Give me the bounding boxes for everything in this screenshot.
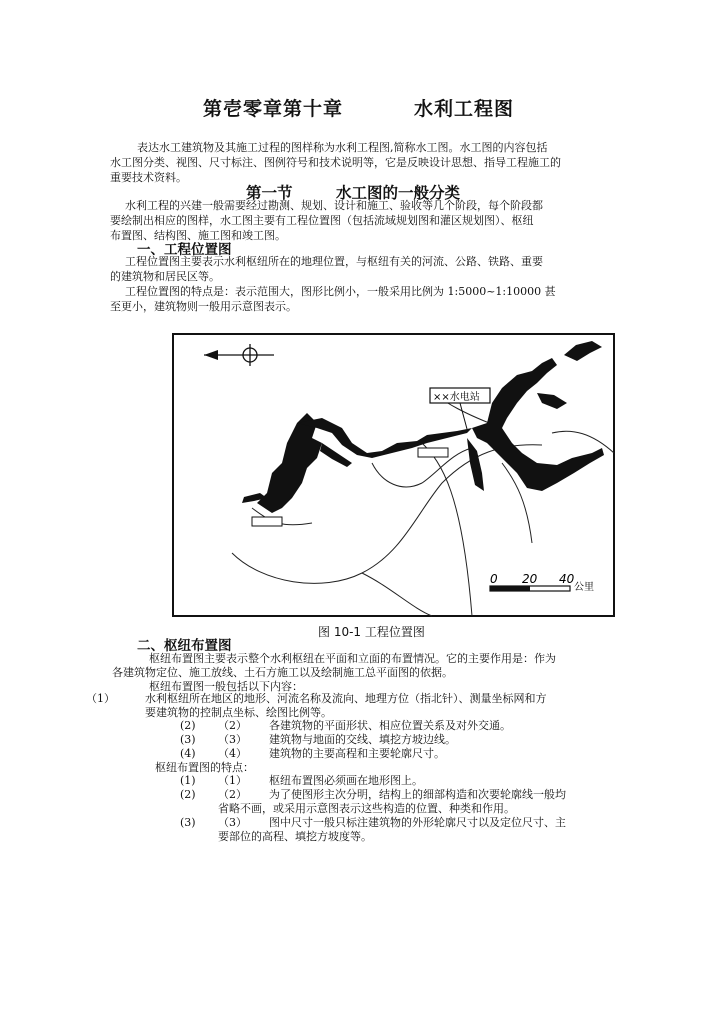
list2-item-3: 图中尺寸一般只标注建筑物的外形轮廓尺寸以及定位尺寸、主 bbox=[269, 816, 566, 829]
chapter-title: 第壱零章第十章 bbox=[203, 98, 344, 120]
list1-num-2b: （2） bbox=[218, 719, 247, 732]
section1-line-1: 水利工程的兴建一般需要经过勘测、规划、设计和施工、验收等几个阶段，每个阶段都 bbox=[125, 199, 543, 212]
list1-num-4b: （4） bbox=[218, 747, 247, 760]
sub1-line-4: 至更小，建筑物则一般用示意图表示。 bbox=[110, 300, 297, 313]
list1-item-4: 建筑物的主要高程和主要轮廓尺寸。 bbox=[269, 747, 445, 760]
list2-item-2: 为了使图形主次分明，结构上的细部构造和次要轮廓线一般均 bbox=[269, 788, 566, 801]
intro-line-2: 水工图分类、视图、尺寸标注、图例符号和技术说明等，它是反映设计思想、指导工程施工的 bbox=[110, 156, 561, 169]
features-title: 枢纽布置图的特点： bbox=[155, 761, 254, 774]
scale-tick-20: 20 bbox=[522, 572, 538, 586]
scale-tick-0: 0 bbox=[490, 572, 498, 586]
sub2-line-2: 各建筑物定位、施工放线、土石方施工以及绘制施工总平面图的依据。 bbox=[112, 666, 453, 679]
list2-num-2b: （2） bbox=[218, 788, 247, 801]
list1-item-3: 建筑物与地面的交线、填挖方坡边线。 bbox=[269, 733, 456, 746]
list1-item-1-cont: 要建筑物的控制点坐标、绘图比例等。 bbox=[145, 706, 332, 719]
subsection-title-layout: 二、枢纽布置图 bbox=[137, 638, 232, 654]
list1-item-2: 各建筑物的平面形状、相应位置关系及对外交通。 bbox=[269, 719, 511, 732]
list2-num-2a: (2) bbox=[180, 788, 196, 801]
subsection-title-location: 一、工程位置图 bbox=[137, 242, 232, 258]
section-title: 水工图的一般分类 bbox=[336, 184, 461, 202]
figure-caption: 图 10-1 工程位置图 bbox=[318, 625, 425, 639]
sub1-line-2: 的建筑物和居民区等。 bbox=[110, 270, 220, 283]
sub1-line-3: 工程位置图的特点是：表示范围大，图形比例小，一般采用比例为 1:5000~1:10000 甚 bbox=[125, 285, 556, 298]
scale-bar bbox=[490, 586, 570, 591]
list1-num-2a: (2) bbox=[180, 719, 196, 732]
list1-num-4a: (4) bbox=[180, 747, 196, 760]
section1-line-2: 要绘制出相应的图样，水工图主要有工程位置图（包括流域规划图和灌区规划图）、枢纽 bbox=[110, 214, 534, 227]
list1-num-3a: (3) bbox=[180, 733, 196, 746]
list2-item-2-cont: 省略不画，或采用示意图表示这些构造的位置、种类和作用。 bbox=[218, 802, 515, 815]
section1-line-3: 布置图、结构图、施工图和竣工图。 bbox=[110, 229, 286, 242]
intro-line-1: 表达水工建筑物及其施工过程的图样称为水利工程图,简称水工图。水工图的内容包括 bbox=[137, 141, 548, 154]
dam-symbol-2 bbox=[418, 448, 448, 457]
scale-unit: 公里 bbox=[574, 582, 594, 593]
list1-num-3b: （3） bbox=[218, 733, 247, 746]
list1-item-1: 水利枢纽所在地区的地形、河流名称及流向、地理方位（指北针）、测量坐标网和方 bbox=[145, 692, 547, 705]
list2-num-1b: （1） bbox=[218, 774, 247, 787]
sub1-line-1: 工程位置图主要表示水利枢纽所在的地理位置，与枢纽有关的河流、公路、铁路、重要 bbox=[125, 255, 543, 268]
list2-item-3-cont: 要部位的高程、填挖方坡度等。 bbox=[218, 830, 372, 843]
location-map bbox=[172, 333, 615, 617]
list2-num-3b: （3） bbox=[218, 816, 247, 829]
station-label: ××水电站 bbox=[433, 392, 480, 403]
dam-symbol-1 bbox=[252, 517, 282, 526]
section-number: 第一节 bbox=[246, 184, 293, 202]
scale-tick-40: 40 bbox=[559, 572, 575, 586]
list2-num-1a: (1) bbox=[180, 774, 196, 787]
list1-number-1: （1） bbox=[86, 692, 115, 705]
list2-num-3a: (3) bbox=[180, 816, 196, 829]
intro-line-3: 重要技术资料。 bbox=[110, 171, 187, 184]
sub2-line-3: 枢纽布置图一般包括以下内容： bbox=[149, 680, 303, 693]
list2-item-1: 枢纽布置图必须画在地形图上。 bbox=[269, 774, 423, 787]
chapter-subject: 水利工程图 bbox=[414, 98, 515, 120]
sub2-line-1: 枢纽布置图主要表示整个水利枢纽在平面和立面的布置情况。它的主要作用是：作为 bbox=[149, 652, 556, 665]
